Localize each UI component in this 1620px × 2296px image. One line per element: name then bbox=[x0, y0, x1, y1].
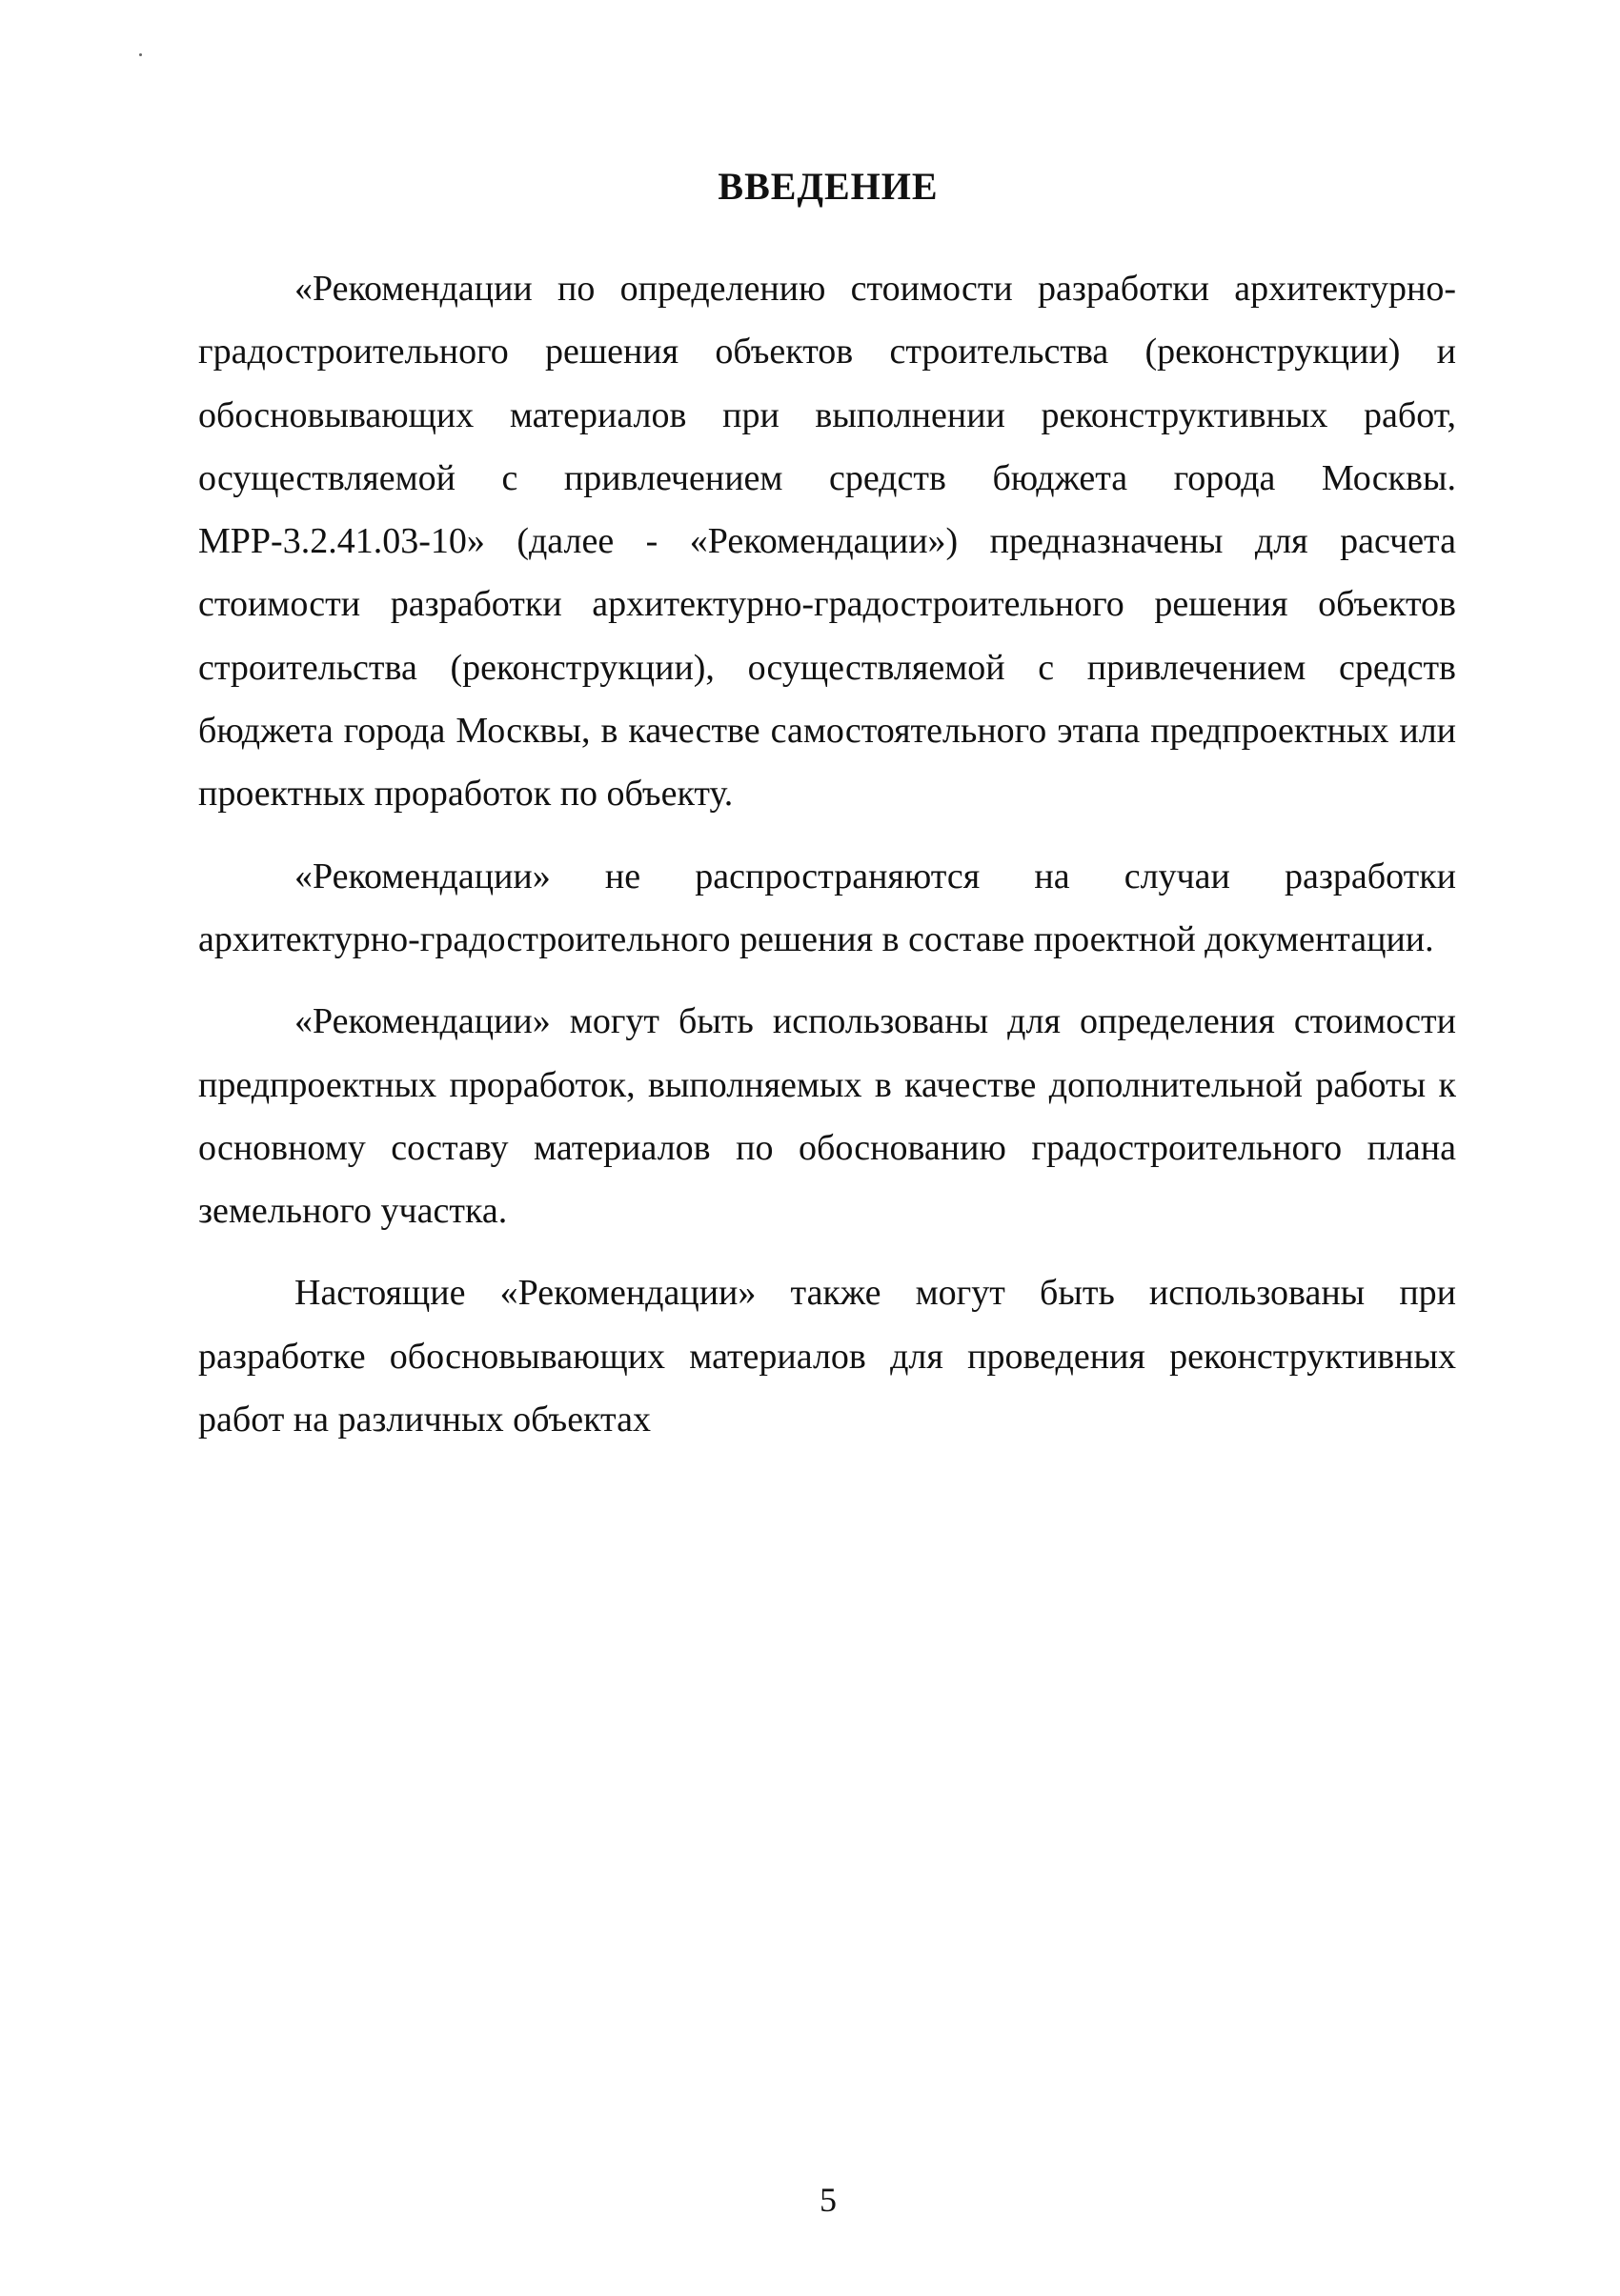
body-text bbox=[198, 257, 1456, 1470]
paragraph-1: «Рекомендации по определению стоимости разработки архитектурно-градостроительного решения объектов строительства (реконструкции) и обосновывающих материалов при выполнении реконструктивных работ, осуществляемой с привлечением средств бюджета города Москвы. МРР-3.2.41.03-10» (далее - «Рекомендации») предназначены для расчета стоимости разработки архитектурно-градостроительного решения объектов строительства (реконструкции), осуществляемой с привлечением средств бюджета города Москвы, в качестве самостоятельного этапа предпроектных или проектных проработок по объекту. bbox=[198, 269, 1456, 815]
paragraph-2: «Рекомендации» не распространяются на случаи разработки архитектурно-градостроительного решения в составе проектной документации. bbox=[198, 856, 1456, 959]
paragraph-4: Настоящие «Рекомендации» также могут быть использованы при разработке обосновывающих материалов для проведения реконструктивных работ на различных объектах bbox=[198, 1273, 1456, 1440]
page-number: 5 bbox=[820, 2181, 837, 2219]
paragraph-3: «Рекомендации» могут быть использованы для определения стоимости предпроектных проработок, выполняемых в качестве дополнительной работы к основному составу материалов по обоснованию градостроительного плана земельного участка. bbox=[198, 1001, 1456, 1232]
page-title: ВВЕДЕНИЕ bbox=[718, 165, 939, 208]
scan-speck bbox=[139, 53, 142, 56]
